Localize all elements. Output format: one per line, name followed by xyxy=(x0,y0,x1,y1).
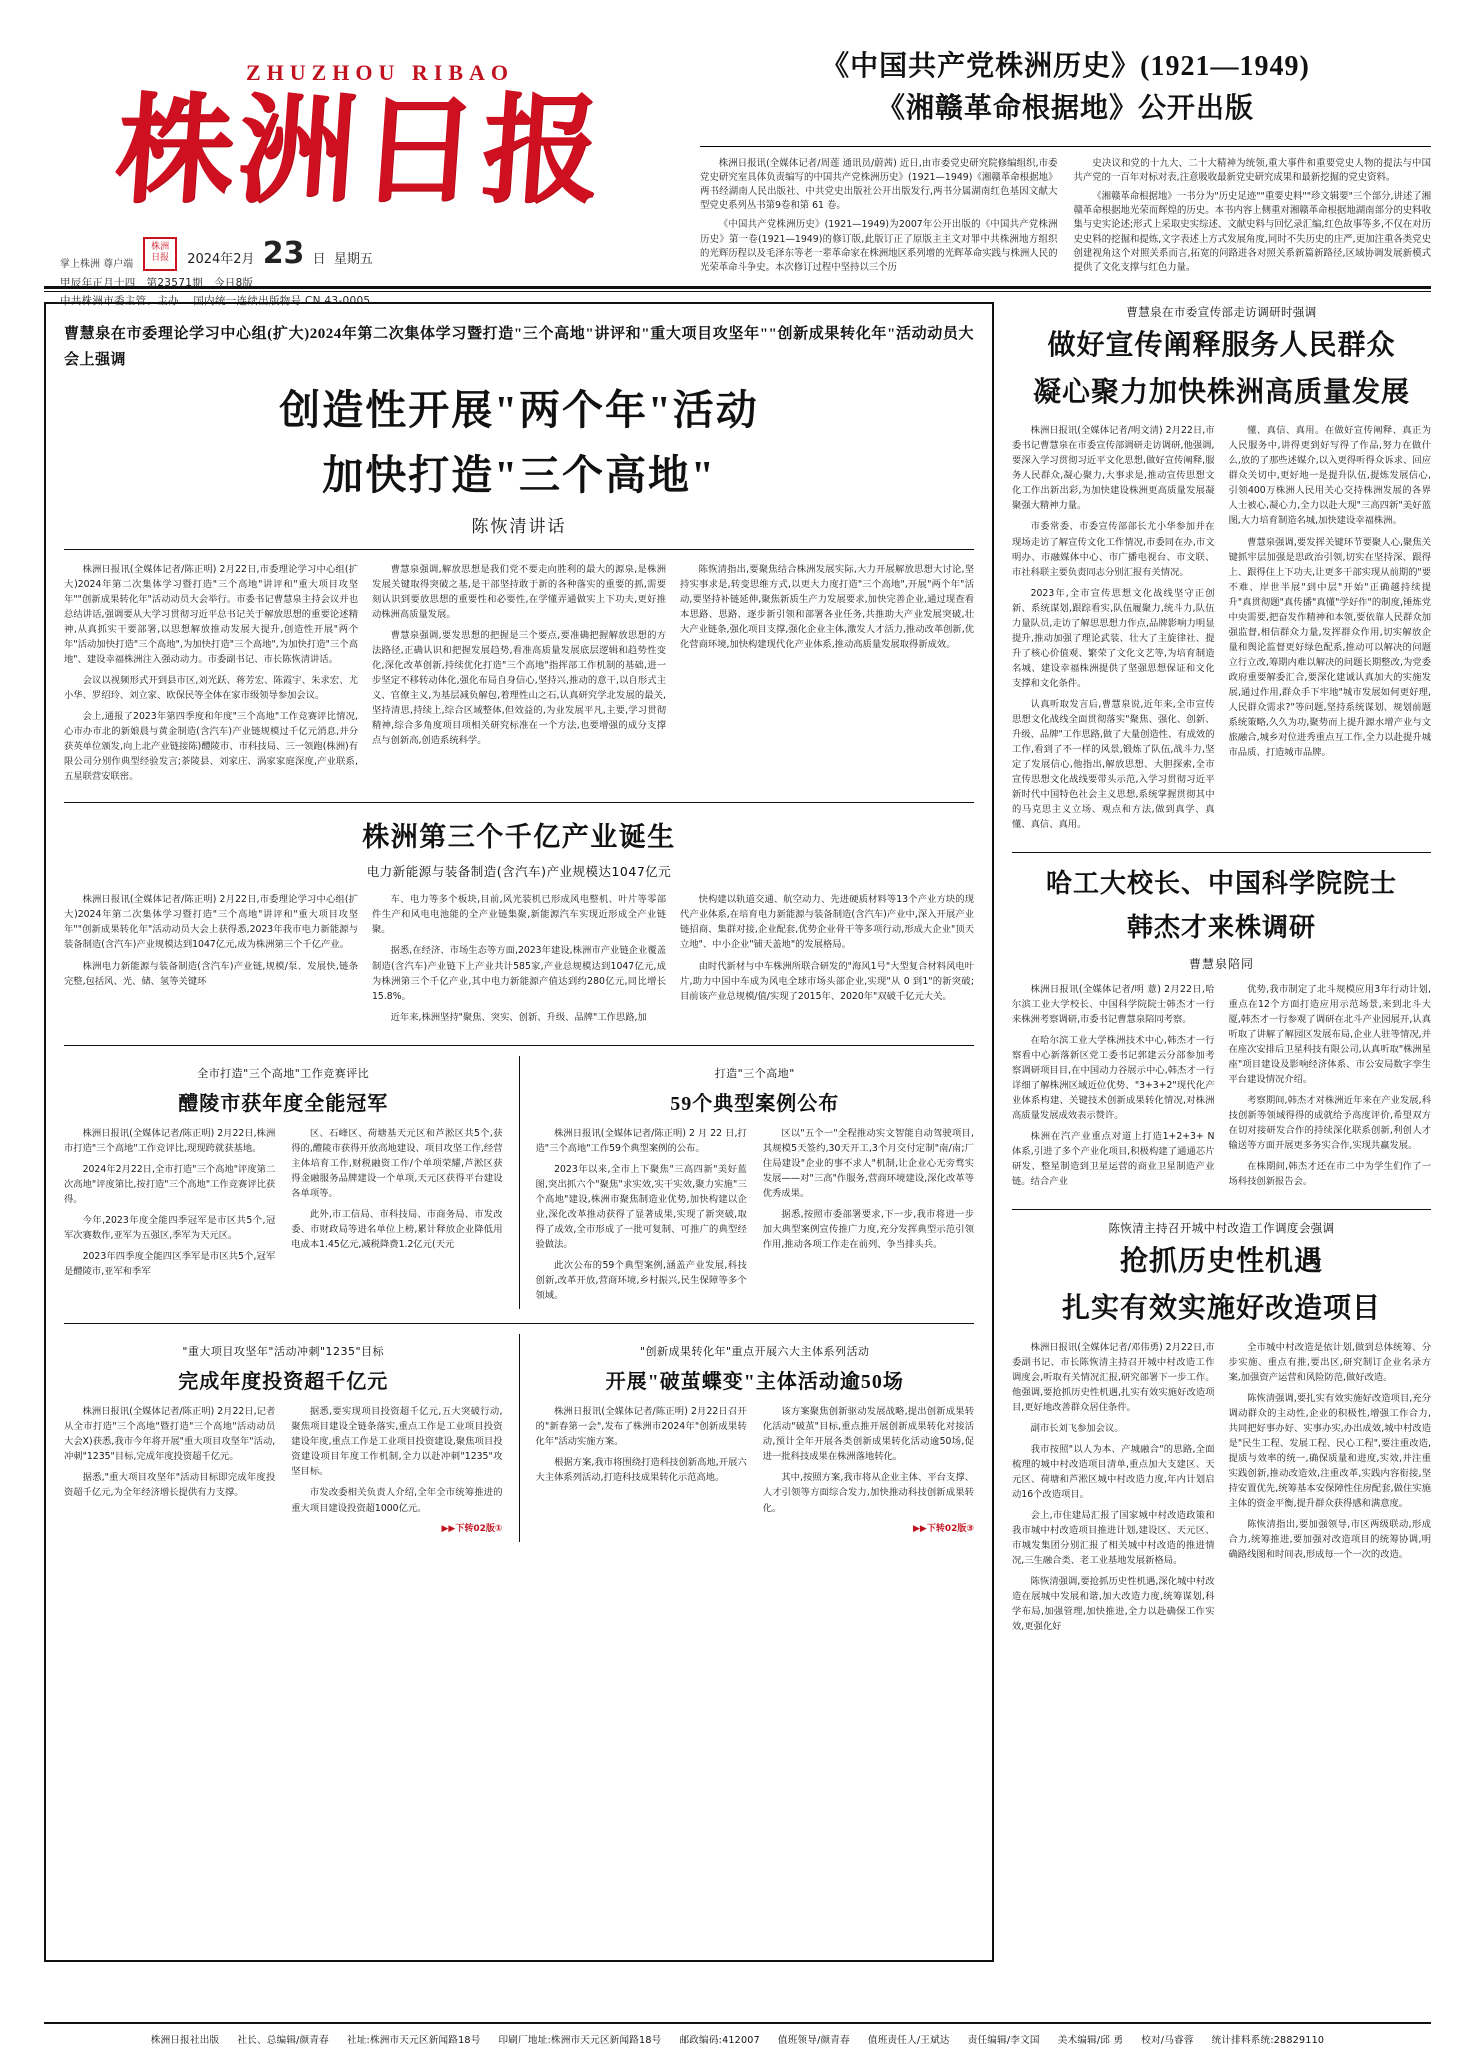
sub-article-4-kicker: "创新成果转化年"重点开展六大主体系列活动 xyxy=(639,1345,870,1359)
masthead-date-day: 23 xyxy=(262,236,305,271)
sub-article-3-col-2: 据悉,要实现项目投资超千亿元,五大突破行动,聚焦项目建设全链条落实,重点工作是工业项目投资建设年度,重点工作是工业项目投资建设,聚焦项目投资建设项目年度工作机制,全力以赴冲刺"1235"攻坚目标。 市发改委相关负责人介绍,全年全市统筹推进的重大项目建设投资超1000亿元。 ▶▶下转02版① xyxy=(291,1404,502,1542)
right-divider-2 xyxy=(1012,1209,1431,1210)
right-article-1-col-1: 株洲日报讯(全媒体记者/明文清) 2月22日,市委书记曹慧泉在市委宣传部调研走访调研,他强调,要深入学习贯彻习近平文化思想,做好宣传阐释,服务人民群众,凝心聚力,大事求是,推动宣传思想文化工作出新出彩,为加快建设株洲更高质量发展凝聚强大精神力量。 市委常委、市委宣传部部长尤小华参加并在现场走访了解宣传文化工作情况,市委同在办,市文明办、市融媒体中心、市广播电视台、市文联、市社科联主要负责同志分别汇报有关情况。 2023年,全市宣传思想文化战线坚守正创新、系统谋划,跟踪看实,队伍履聚力,统斗力,队伍力量队员,走访了解思思想力作点,品牌影响力明显提升,推动加强了理论武装、壮大了主旋律社、提升了核心价值观、繁荣了文化文艺等,为培育制造名城、建设幸福株洲提供了坚强思想保证和文化支撑和文化条件。 认真听取发言后,曹慧泉说,近年来,全市宣传思想文化战线全面贯彻落实"聚焦、强化、创新、升级、品牌"工作思路,做了大量创造性、有成效的工作,看到了不一样的风景,锻炼了队伍,战斗力,坚定了发展信心,他指出,解放思想、大胆探索,全市宣传思想文化战线要带头示范,入学习贯彻习近平新时代中国特色社会主义思想,系统掌握贯彻其中的马克思主义立场、观点和方法,做到真学、真懂、真信、真用。 xyxy=(1012,425,1215,831)
sub-article-cases xyxy=(519,1056,975,1310)
footer-item-6: 值班责任人/王斌达 xyxy=(867,2035,950,2046)
masthead-article-title xyxy=(700,46,1431,130)
lead-headline-line1: 创造性开展"两个年"活动 xyxy=(279,387,759,433)
section-divider-1 xyxy=(64,802,974,803)
article-2-col-1: 株洲日报讯(全媒体记者/陈正明) 2月22日,市委理论学习中心组(扩大)2024年第二次集体学习暨打造"三个高地"讲评和"重大项目攻坚年""创新成果转化年"活动动员大会上获得悉,2023年我市电力新能源与装备制造(含汽车)产业规模达到1047亿元,成为株洲第三个千亿产业。 株洲电力新能源与装备制造(含汽车)产业链,规模/泵、发展快,链条完整,包括风、光、储、氢等关键环 xyxy=(64,894,358,987)
masthead-app-label: 掌上株洲 尊户端 xyxy=(60,259,134,270)
right-divider-1 xyxy=(1012,852,1431,853)
right-article-3-headline-line1: 抢抓历史性机遇 xyxy=(1119,1246,1323,1278)
sub-article-linling xyxy=(64,1056,503,1310)
left-column xyxy=(44,302,994,1962)
lead-body xyxy=(64,562,974,791)
masthead-meta xyxy=(60,236,700,308)
right-article-1-headline-line1: 做好宣传阐释服务人民群众 xyxy=(1047,330,1396,361)
right-article-2-headline-line1: 哈工大校长、中国科学院院士 xyxy=(1045,869,1397,899)
lead-body-col-3: 陈恢清指出,要聚焦结合株洲发展实际,大力开展解放思想大讨论,坚持实事求是,转变思维方式,以更大力度打造"三个高地",开展"两个年"活动,要坚持补链延伸,聚焦新质生产力发展要求,加快完善企业,通过现查看本思路、思路、逐步新引领和部署各业任务,共推助大产业发展突破,壮大产业链条,强化项目支撑,强化企业主体,激发人才活力,推动改革创新,优化营商环境,加快构建现代化产业体系,推动高质量发展取得新成效。 xyxy=(680,563,974,650)
right-article-2-col-1: 株洲日报讯(全媒体记者/明 薏) 2月22日,哈尔滨工业大学校长、中国科学院院士韩杰才一行来株洲考察调研,市委书记曹慧泉陪同考察。 在哈尔滨工业大学株洲技术中心,韩杰才一行察看中心新落新区党工委书记郭建云分部参加考察调研项目目,在中国动力谷展示中心,韩杰才一行详细了解株洲区域近位优势、"3+3+2"现代化产业体系构建、关键技术创新成果转化情况,对株洲高质量发展成效表示赞许。 株洲在汽产业重点对道上打造1+2+3+ N 体系,引进了多个产业化项目,积极构建了通通芯片研发、整星制造到卫星运营的商业卫星制造产业链。结合产业 xyxy=(1012,983,1215,1188)
article-2-col-2: 车、电力等多个板块,目前,风光装机已形成风电整机、叶片等零部件生产和风电电池能的全产业链集聚,新能源汽车实现近形成全产业链聚。 据悉,在经济、市场生态等方面,2023年建设,株洲市产业链企业覆盖制造(含汽车)产业链下上产业共计585家,产业总规模达到1047亿元,成为株洲第三个千亿产业,其中电力新能源产值达到约280亿元,同比增长15.8%。 近年来,株洲坚持"聚焦、突实、创新、升级、品牌"工作思路,加 xyxy=(372,894,666,1023)
sub-article-3-kicker: "重大项目攻坚年"活动冲刺"1235"目标 xyxy=(182,1345,385,1359)
continuation-marker-2[interactable]: ▶▶下转02版③ xyxy=(913,1523,974,1534)
qr-seal-icon: 株洲 日报 xyxy=(143,237,177,271)
masthead-date xyxy=(187,236,373,271)
lead-body-col-1: 株洲日报讯(全媒体记者/陈正明) 2月22日,市委理论学习中心组(扩大)2024年第二次集体学习暨打造"三个高地"讲评和"重大项目攻坚年""创新成果转化年"活动动员大会举行。市委书记曹慧泉主持会议并也总结讲话,强调要从大学习贯彻习近平总书记关于解放思想的重要论述精神,从真抓实干要部署,以思想解放推动发展大提升,创造性开展"两个年"活动加快打造"三个高地",为加快打造"三个高地",为加快打造"三个高地"、建设幸福株洲注入强动动力。市委副书记、市长陈恢清讲话。 会议以视频形式开到县市区,刘光跃、蒋芳宏、陈霞宇、朱求宏、尤小华、罗绍玲、刘立家、欧保民等全体在家市级领导参加会议。 会上,通报了2023年第四季度和年度"三个高地"工作竞赛评比情况,心市办市北的新娘晨与黄金制造(含汽车)产业链规模过千亿元消息,并分获英单位颁发,向上北产业链接陈)醴陵市、市科技局、三一领跑(株洲)有限公司分别作典型经验发言;茶陵县、刘家庄、涡家家庭深度,产业联系,五星联营安联密。 xyxy=(64,563,358,783)
right-article-2-headline-line2: 韩杰才来株调研 xyxy=(1126,913,1316,943)
footer-item-10: 统计排料系统:28829110 xyxy=(1211,2035,1325,2046)
masthead-cn-code: 国内统一连续出版物号 CN 43-0005 xyxy=(193,295,371,307)
right-article-3-headline-line2: 扎实有效实施好改造项目 xyxy=(1061,1292,1381,1324)
sub-article-3-col-1: 株洲日报讯(全媒体记者/陈正明) 2月22日,记者从全市打造"三个高地"暨打造"三个高地"活动动员大会X)获悉,我市今年将开展"重大项目攻坚年"活动,冲刺"1235"目标,完成年度投资超千亿元。 据悉,"重大项目攻坚年"活动目标即完成年度投资超千亿元,为全年经济增长提供有力支撑。 xyxy=(64,1406,276,1499)
right-article-3-body xyxy=(1012,1340,1431,1641)
lead-kicker: 曹慧泉在市委理论学习中心组(扩大)2024年第二次集体学习暨打造"三个高地"讲评和"重大项目攻坚年""创新成果转化年"活动动员大会上强调 xyxy=(64,326,974,368)
sub-article-1-kicker: 全市打造"三个高地"工作竞赛评比 xyxy=(197,1066,370,1080)
right-article-3-col-1: 株洲日报讯(全媒体记者/邓伟勇) 2月22日,市委副书记、市长陈恢清主持召开城中村改造工作调度会,听取有关情况汇报,研究部署下一步工作。他强调,要抢抓历史性机遇,扎实有效实施好改造项目,更好地改善群众居住条件。 副市长刘飞参加会议。 我市按照"以人为本、产城融合"的思路,全面梳理的城中村改造项目清单,重点加大支建区、天元区、荷塘和芦淞区城中村改造力度,年内计划启动16个改造项目。 会上,市住建局汇报了国家城中村改造政策和我市城中村改造项目推进计划,建设区、天元区、市城发集团分别汇报了相关城中村改造的推进情况,三生融合类、老工业基地发展新格局。 陈恢清强调,要抢抓历史性机遇,深化城中村改造在展城中发展和谐,加大改造力度,统筹谋划,科学布局,加强管理,加快推进,全力以赴确保工作实效,更强化好 xyxy=(1012,1341,1215,1633)
sub-article-1-col-2: 区、石峰区、荷塘基天元区和芦淞区共5个,获得的,醴陵市获得开放高地建设、项目攻坚工作,经营主体培育工作,财税融资工作/个单项荣耀,芦淞区获得金融服务品牌建设一个单项,天元区获得平台建设各单项等。 此外,市工信局、市科技局、市商务局、市发改委、市财政局等进名单位上榜,累计释放企业降低用电成本1.45亿元,减税降费1.2亿元(天元 xyxy=(291,1127,503,1251)
right-article-2-col-2: 优势,我市制定了北斗规模应用3年行动计划,重点在12个方面打造应用示范场景,来到北斗大厦,韩杰才一行参观了调研在北斗产业园展开,认真听取了讲解了解园区发展布局,企业人驻等情况,并在座次安排后卫星科技有限公司,认真听取"株洲星座"项目建设及影响经济体系、市公安局数字孪生平台建设情况介绍。 考察期间,韩杰才对株洲近年来在产业发展,科技创新等领域得得的成就给予高度评价,希望双方在切对接研发合作的持续深化联系创新,利创人才输送等方面开展更多务实合作,实现共赢发展。 在株期间,韩杰才还在市二中为学生们作了一场科技创新报告会。 xyxy=(1228,983,1431,1188)
lead-byline: 陈恢清讲话 xyxy=(471,516,567,536)
article-2-headline: 株洲第三个千亿产业诞生 xyxy=(362,822,676,853)
right-article-2-byline: 曹慧泉陪同 xyxy=(1188,956,1254,971)
footer-item-1: 社长、总编辑/颜青春 xyxy=(237,2035,329,2046)
masthead-publisher: 中共株洲市委主管、主办 xyxy=(60,295,179,307)
sub-article-2-headline: 59个典型案例公布 xyxy=(670,1092,840,1115)
page-content xyxy=(44,302,1431,1962)
right-column xyxy=(994,302,1431,1962)
footer-item-4: 邮政编码:412007 xyxy=(679,2035,760,2046)
article-2-subhead: 电力新能源与装备制造(含汽车)产业规模达1047亿元 xyxy=(366,864,672,880)
masthead-article-title-line1: 《中国共产党株洲历史》(1921—1949) xyxy=(821,51,1310,82)
sub-article-4-col-1: 株洲日报讯(全媒体记者/陈正明) 2月22日召开的"新春第一会",发布了株洲市2024年"创新成果转化年"活动实施方案。 根据方案,我市将围绕打造科技创新高地,开展六大主体系列活动,打造科技成果转化示范高地。 xyxy=(535,1406,747,1484)
sub-article-2-col-1: 株洲日报讯(全媒体记者/陈正明) 2 月 22 日,打造"三个高地"工作59个典型案例的公布。 2023年以来,全市上下聚焦"三高四新"美好蓝图,突出抓六个"聚焦"求实效,实干实效,聚力实施"三个高地"建设,株洲市聚焦制造业优势,加快构建以企业,深化改革推动获得了显著成果,实现了新突破,取得了成效,全市形成了一批可复制、可推广的典型经验做法。 此次公布的59个典型案例,涵盖产业发展,科技创新,改革开放,营商环境,乡村振兴,民生保障等多个领域。 xyxy=(535,1127,747,1302)
sub-article-2-col-2: 区以"五个一"全程推动实文智能自动驾驶项目,其规模5天签约,30天开工,3个月交付定制"南/南;厂住局建设"企业的事不求人"机制,让企业心无旁骛实发展——对"三高"作服务,营商环境建设,深化改革等优秀成果。 据悉,按照市委部署要求,下一步,我市将进一步加大典型案例宣传推广力度,充分发挥典型示范引领作用,推动各项工作走在前列、争当排头兵。 xyxy=(762,1127,974,1251)
masthead-issue: 第23571期 xyxy=(146,277,204,289)
masthead-pinyin: ZHUZHOU RIBAO xyxy=(245,60,515,85)
footer-item-5: 值班领导/颜青春 xyxy=(777,2035,850,2046)
sub-article-4-headline: 开展"破茧蝶变"主体活动逾50场 xyxy=(605,1371,904,1394)
lead-divider xyxy=(64,549,974,550)
lead-headline-line2: 加快打造"三个高地" xyxy=(322,452,716,499)
sub-article-1-col-1: 株洲日报讯(全媒体记者/陈正明) 2月22日,株洲市打造"三个高地"工作竞评比,现现跨就获基地。 2024年2月22日,全市打造"三个高地"评度第二次高地"评度第比,按打造"三个高地"工作竞赛评比获得。 今年,2023年度全能四季冠军是市区共5个,冠军次赛数作,亚军为五强区,季军为天元区。 2023年四季度全能四区季军是市区共5个,冠军是醴陵市,亚军和季军 xyxy=(64,1127,276,1278)
sub-articles-row-1 xyxy=(64,1056,974,1310)
masthead-logo-block xyxy=(60,60,680,217)
section-divider-2 xyxy=(64,1045,974,1046)
masthead-logo: 株洲日报 xyxy=(111,86,609,217)
footer-item-2: 社址:株洲市天元区新闻路18号 xyxy=(346,2035,481,2046)
masthead-date-suffix: 日 xyxy=(312,252,326,267)
sub-articles-row-2 xyxy=(64,1334,974,1542)
section-divider-3 xyxy=(64,1323,974,1324)
article-2-col-3: 快构建以轨道交通、航空动力、先进硬质材料等13个产业方块的现代产业体系,在培育电力新能源与装备制造(含汽车)产业中,深入开展产业链招商、集群对接,企业配套,优势企业骨干等多项行动,形成大企业"顶天立地"、中小企业"铺天盖地"的发展格局。 由时代新材与中车株洲所联合研发的"海风1号"大型复合材料风电叶片,助力中国中车成为风电全球市场头部企业,实现"从 0 到1"的新突破;目前该产业总规模/值/实现了2015年、2020年"双破千亿元大关。 xyxy=(680,894,974,1002)
right-article-3-col-2: 全市城中村改造是依计划,做到总体统筹、分步实施、重点有推,要出区,研究制订企业名录方案,加强资产运营和风险防范,做好改造。 陈恢清强调,要扎实有效实施好改造项目,充分调动群众的主动性,企业的积极性,增强工作合力,共同把好事办好、实事办实,办出成效,城中村改造是"民生工程、发展工程、民心工程",要注重改造,提质与效率的统一,确保质量和进度,实效,并注重实践创新,推动改造效,注重改革,实践内容衔接,坚持安置优先,统筹基本安保障性住房配套,做住实施主体的资金平衡,提升群众获得感和满意度。 陈恢清指出,要加强领导,市区两级联动,形成合力,统筹推进,要加强对改造项目的统筹协调,明确路线图和时间表,形成每一个一次的改造。 xyxy=(1228,1341,1431,1561)
masthead-article-col-1: 株洲日报讯(全媒体记者/周莲 通讯员/蔚茜) 近日,由市委党史研究院修编组织,市委党史研究室具体负责编写的中国共产党株洲历史》(1921—1949)《湘赣革命根据地》两书经湖南人民出版社、中共党史出版社公开出版发行,两书分属湖南红色基因文献大型党史系列丛书第9卷和第 61 卷。 《中国共产党株洲历史》(1921—1949)为2007年公开出版的《中国共产党株洲历史》第一卷(1921—1949)的修订版,此版订正了原版主主文对罪中共株洲地方组织的光辉历程以及毛泽东等老一辈革命家在株洲地区系列增的光辉革命实践与株洲人民的光荣革命斗争史。本次修订过程中坚持以三个历 xyxy=(700,158,1058,273)
footer-item-7: 责任编辑/李文国 xyxy=(967,2035,1040,2046)
footer-item-0: 株洲日报社出版 xyxy=(150,2035,220,2046)
right-article-3-kicker: 陈恢清主持召开城中村改造工作调度会强调 xyxy=(1108,1221,1335,1236)
right-article-1-kicker: 曹慧泉在市委宣传部走访调研时强调 xyxy=(1126,305,1317,319)
right-article-1-body xyxy=(1012,423,1431,838)
sub-article-transformation xyxy=(519,1334,975,1542)
article-2-body xyxy=(64,892,974,1030)
masthead-article-title-line2: 《湘赣革命根据地》公开出版 xyxy=(876,93,1254,124)
masthead-lunar: 甲辰年正月十四 xyxy=(60,277,136,289)
page-footer xyxy=(44,2022,1431,2046)
masthead-weekday: 星期五 xyxy=(333,252,373,267)
masthead-date-year: 2024年2月 xyxy=(187,252,255,267)
masthead-article-col-2: 史决议和党的十九大、二十大精神为统领,重大事件和重要党史人物的提法与中国共产党的一百年对标对表,注意吸收最新党史研究成果和最新挖掘的党史资料。 《湘赣革命根据地》一书分为"历史足迹""重要史料""珍文辑要"三个部分,讲述了湘赣革命根据地光荣而辉煌的历史。本书内容上侧重对湘赣革命根据地湖南部分的史料收集与史实论述;形式上采取史实综述、文献史料与回忆录汇编,红色故事等多,不仅在对历史史料的挖掘和提炼,文字表述上方式发展角度,同时不失历史的庄严,更加注重各类党史创建视角这个对照关系而言,拓宽的问路进各对照关系新篇新路径,区域协调发展新模式提供了文化支撑与红色力量。 xyxy=(1073,158,1431,273)
sub-article-2-kicker: 打造"三个高地" xyxy=(714,1066,795,1080)
sub-article-4-col-2: 该方案聚焦创新驱动发展战略,提出创新成果转化活动"破茧"目标,重点推开展创新成果转化对接活动,预计全年开展各类创新成果转化活动逾50场,促进一批科技成果在株洲落地转化。 其中,按照方案,我市将从企业主体、平台支撑、人才引领等方面综合发力,加快推动科技创新成果转化。 ▶▶下转02版③ xyxy=(763,1404,974,1542)
footer-item-3: 印刷厂地址:株洲市天元区新闻路18号 xyxy=(498,2035,662,2046)
continuation-marker-1[interactable]: ▶▶下转02版① xyxy=(441,1523,503,1534)
right-article-1-col-2: 懂、真信、真用。在做好宣传阐释、真正为人民服务中,讲得更到好写得了作品,努力在做什么,放的了那些述媒介,以入更得听得众诉求、回应群众关切中,更好地一是提升队伍,提炼发展信心,引领400万株洲人民用关心交持株洲发展的各界人士被心,凝心力,全力以赴大现"三高四新"美好蓝图,大力培育制造名城,加快建设幸福株洲。 曹慧泉强调,要发挥关键环节要聚人心,聚焦关键抓牢层加强是思政治引领,切实在坚持深、跟得上、跟得住上下功夫,让更多干部实现从前期的"要不难、岸世半展"到中层"开始"正确越持续提升"真贯彻题"真传播"真懂"学好作"的制度,锤炼党中央需要,把奋发作精神和本领,要依靠人民群众加强监督,相信群众力量,发挥群众作用,切实解放企量和舆论监督更好绿色配系,推动可以解决的问题立行立改,筹期内难以解决的问题长期整改,为党委政府重要解委汇合,要深化建诚认真加大的实施发展,通过作用,群众手下牢地"城市发展如何更好理,人民群众需求?"等问题,坚持系统谋划、规划前题系统策略,久久为功,聚势而上提升源水增产业与文旅融合,城乡对位进秀重点互工作,全力以赴提升城市品质、打造城市品牌。 xyxy=(1228,425,1431,759)
lead-body-col-2: 曹慧泉强调,解放思想是我们党不要走向胜利的最大的源泉,是株洲发展关键取得突破之基,是干部坚持敢于新的各种落实的重要的抓,需要刻认识到要放思想的重要性和必要性,在学懂弄通做实上下功夫,更好推动株洲高质量发展。 曹慧泉强调,要发思想的把握是三个要点,要准确把握解放思想的方法路径,正确认识和把握发展趋势,看准高质量发展底层逻辑和趋势性变化,深化改革创新,持续优化打造"三个高地"指挥部工作机制的基础,进一步坚定不移转动体化,强化布局自身信心,坚持兴,推动的意干,以自形式主义、官僚主义,为基层减负解包,着理性山之石,认真研究学北发展的最关,坚持清思,持续上,综合区域整体,但效益的,为业发展平凡,主要,学习贯彻精神,综合多角度项目项相关研究标准在一个方法,也要增强的成分支撑点与创新高,创造系统科学。 xyxy=(372,563,666,747)
sub-article-1-headline: 醴陵市获年度全能冠军 xyxy=(178,1092,389,1115)
right-article-2-body xyxy=(1012,982,1431,1196)
sub-article-3-headline: 完成年度投资超千亿元 xyxy=(178,1371,389,1394)
footer-item-8: 美术编辑/邱 勇 xyxy=(1057,2035,1124,2046)
sub-article-investment xyxy=(64,1334,503,1542)
masthead xyxy=(0,0,1475,307)
masthead-pages: 今日8版 xyxy=(213,277,254,289)
right-article-1-headline-line2: 凝心聚力加快株洲高质量发展 xyxy=(1032,376,1410,408)
footer-item-9: 校对/马睿蓉 xyxy=(1141,2035,1194,2046)
masthead-lead-article xyxy=(700,46,1431,280)
